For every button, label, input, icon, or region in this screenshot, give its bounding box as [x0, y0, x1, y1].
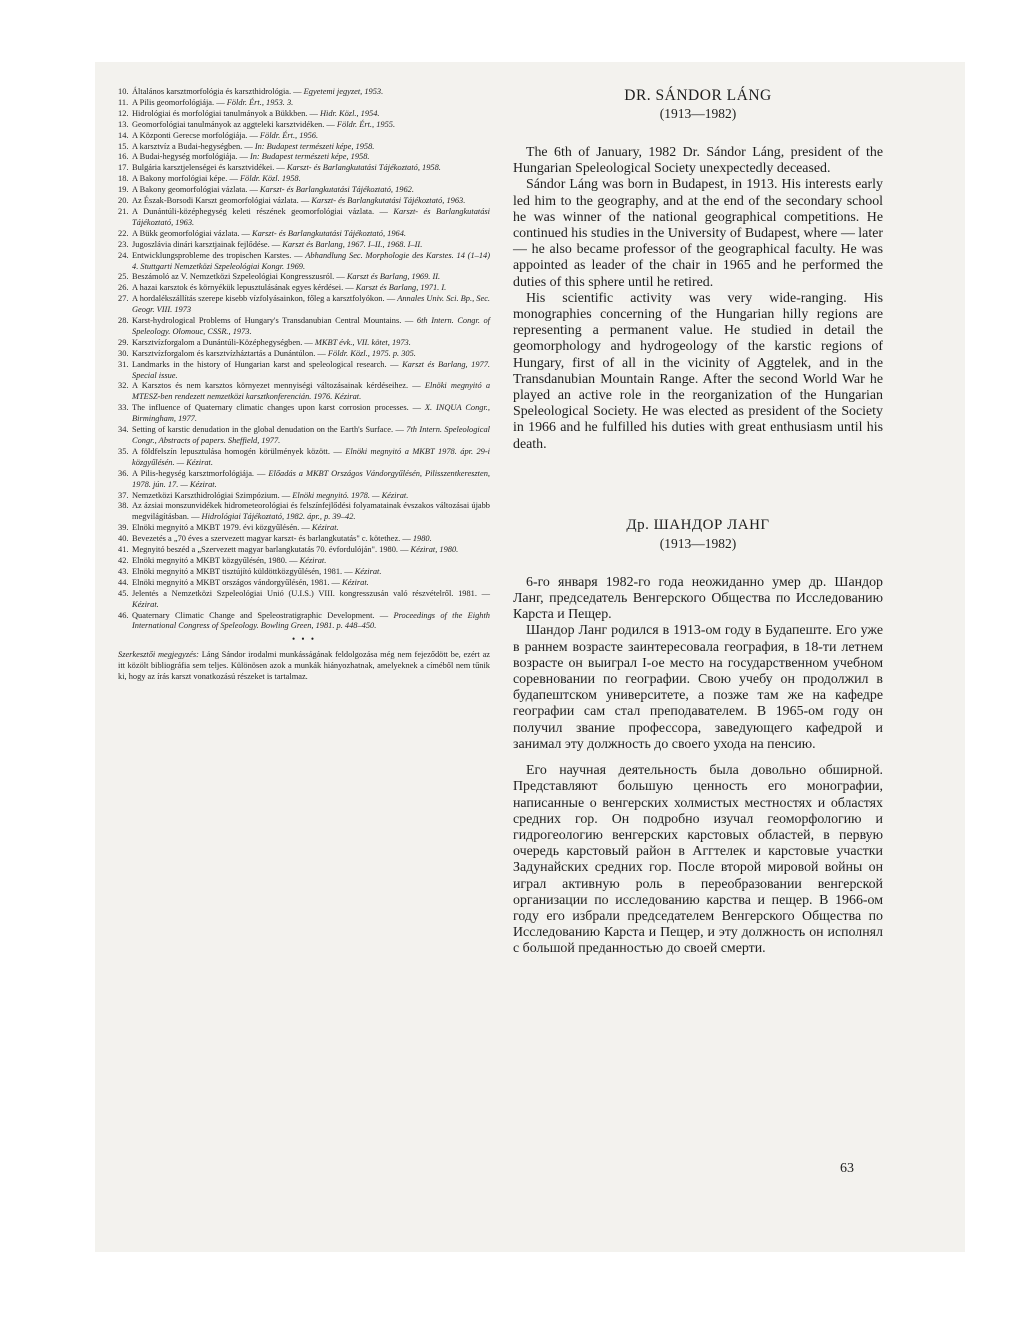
reference-number: 11. — [118, 97, 129, 107]
reference-source: Annales Univ. Sci. Bp., Sec. Geogr. VIII. 1973 — [132, 294, 491, 315]
reference-item — [118, 316, 490, 338]
reference-source: Karszt és Barlang, 1971. I. — [355, 283, 447, 293]
reference-number: 32. — [118, 381, 129, 391]
reference-item — [118, 142, 490, 153]
reference-number: 26. — [118, 283, 129, 293]
reference-number: 41. — [118, 545, 129, 555]
reference-item — [118, 447, 490, 469]
reference-title: Entwicklungsprobleme des tropischen Karstes. — — [132, 250, 303, 260]
reference-source: Elnöki megnyitó a MTESZ-ben rendezett nemzetközi karsztkonferencián. 1976. Kézirat. — [132, 381, 491, 402]
reference-item — [118, 196, 490, 207]
reference-item — [118, 349, 490, 360]
reference-source: Hidrológiai Tájékoztató, 1982. ápr., p. 39–42. — [201, 512, 356, 522]
reference-title: A Központi Gerecse morfológiája. — — [132, 130, 258, 140]
reference-source: Földr. Közl., 1975. p. 305. — [327, 348, 416, 358]
reference-title: Karsztvízforgalom a Dunántúli-Középhegységben. — — [132, 337, 313, 347]
reference-number: 17. — [118, 163, 129, 173]
reference-number: 24. — [118, 250, 129, 260]
english-paragraph: Sándor Láng was born in Budapest, in 1913. His interests early led him to the geography, and at the end of the secondary school he was winner of the national geographical competitions. He continued his studies in the University of Budapest, where — later — he also became professor of the geographical faculty. He was appointed as leader of the chair in 1965 and he performed the duties of this sphere until he retired. — [513, 177, 883, 290]
reference-number: 21. — [118, 206, 129, 216]
reference-number: 28. — [118, 316, 129, 326]
reference-item — [118, 240, 490, 251]
reference-item — [118, 567, 490, 578]
reference-title: A Bakony morfológiai képe. — — [132, 174, 238, 184]
reference-title: Karst-hydrological Problems of Hungary's Transdanubian Central Mountains. — — [132, 316, 414, 326]
russian-paragraph: Шандор Ланг родился в 1913-ом году в Будапеште. Его уже в раннем возрасте заинтересовала география, в 18-ти летнем возрасте он выиграл I-ое место на государственном учебном соревновании по географии. Свою учебу он продолжил в будапештском университете, а позже там же на кафедре географии сам стал преподавателем. В 1965-ом году он получил звание профессора, заведующего кафедрой и занимал эту должность до своего ухода на пенсию. — [513, 623, 883, 752]
reference-number: 30. — [118, 348, 129, 358]
reference-source: Karszt és Barlang, 1967. I–II., 1968. I–II. — [282, 239, 423, 249]
reference-source: Előadás a MKBT Országos Vándorgyűlésén, Pilisszentkereszten, 1978. jún. 17. — Kézirat. — [132, 468, 490, 489]
reference-item — [118, 109, 490, 120]
reference-item — [118, 589, 490, 611]
reference-item — [118, 163, 490, 174]
reference-source: Karszt- és Barlangkutatási Tájékoztató, 1963. — [311, 196, 466, 206]
reference-title: A Bükk geomorfológiai vázlata. — — [132, 228, 250, 238]
reference-item — [118, 360, 490, 382]
reference-item — [118, 294, 490, 316]
reference-item — [118, 611, 490, 633]
reference-number: 29. — [118, 337, 129, 347]
reference-source: Karszt- és Barlangkutatási Tájékoztató, 1964. — [252, 228, 407, 238]
reference-item — [118, 556, 490, 567]
russian-years: (1913—1982) — [659, 535, 737, 551]
reference-number: 34. — [118, 425, 129, 435]
obituary-column — [513, 86, 883, 958]
reference-source: Kézirat. — [354, 566, 382, 576]
reference-number: 23. — [118, 239, 129, 249]
reference-title: The influence of Quaternary climatic changes upon karst corrosion processes. — — [132, 403, 421, 413]
reference-item — [118, 545, 490, 556]
reference-number: 19. — [118, 185, 129, 195]
reference-number: 12. — [118, 108, 129, 118]
reference-item — [118, 251, 490, 273]
reference-item — [118, 403, 490, 425]
reference-item — [118, 185, 490, 196]
reference-item — [118, 272, 490, 283]
page-number: 63 — [840, 1161, 854, 1176]
reference-number: 38. — [118, 501, 129, 511]
reference-source: In: Budapest természeti képe, 1958. — [254, 141, 375, 151]
reference-title: Elnöki megnyitó a MKBT közgyűlésén, 1980. — — [132, 555, 298, 565]
reference-source: Földr. Ért., 1955. — [336, 119, 396, 129]
english-years: (1913—1982) — [659, 106, 737, 121]
separator-stars: • • • — [292, 634, 316, 645]
bibliography-column — [118, 87, 490, 683]
reference-source: In: Budapest természeti képe, 1958. — [249, 152, 370, 162]
reference-source: Kézirat. — [311, 523, 339, 533]
reference-title: A Dunántúli-középhegység keleti részének geomorfológiai vázlata. — — [132, 206, 388, 216]
reference-source: 1980. — [412, 534, 432, 544]
reference-item — [118, 491, 490, 502]
reference-title: Elnöki megnyitó a MKBT országos vándorgyűlésén, 1981. — — [132, 577, 340, 587]
reference-title: Geomorfológiai tanulmányok az aggteleki karsztvidéken. — — [132, 119, 335, 129]
reference-item — [118, 120, 490, 131]
reference-title: Beszámoló az V. Nemzetközi Szpeleológiai Kongresszusról. — — [132, 272, 345, 282]
reference-title: Nemzetközi Karszthidrológiai Szimpózium. — — [132, 490, 291, 500]
reference-number: 46. — [118, 610, 129, 620]
reference-source: 7th Intern. Speleological Congr., Abstracts of papers. Sheffield, 1977. — [132, 425, 490, 445]
reference-source: Karszt és Barlang, 1977. Special issue. — [132, 359, 490, 380]
russian-paragraph: 6-го января 1982-го года неожиданно умер др. Шандор Ланг, председатель Венгерского Общества по Исследованию Карста и Пещер. — [513, 574, 883, 623]
reference-title: A hazai karsztok és környékük lepusztulásának egyes kérdései. — — [132, 283, 354, 293]
reference-source: Kézirat. — [132, 599, 159, 609]
reference-title: Setting of karstic denudation in the global denudation on the Earth's Surface. — — [132, 425, 404, 435]
reference-item — [118, 229, 490, 240]
reference-source: Elnöki megnyitó. 1978. — Kézirat. — [292, 490, 409, 500]
reference-title: Megnyitó beszéd a „Szervezett magyar barlangkutatás 70. évfordulóján". 1980. — — [132, 545, 409, 555]
reference-source: Proceedings of the Eighth International Congress of Speleology. Bowling Green, 1981. p. 448–450. — [132, 610, 490, 631]
reference-title: Landmarks in the history of Hungarian karst and speleological research. — — [132, 359, 399, 369]
reference-number: 20. — [118, 196, 129, 206]
reference-source: Földr. Ért., 1956. — [259, 130, 319, 140]
reference-source: Kézirat, 1980. — [410, 545, 459, 555]
reference-title: A Karsztos és nem karsztos környezet mennyiségi változásainak kérdéseihez. — — [132, 381, 421, 391]
reference-source: Elnöki megnyitó a MKBT 1978. ápr. 29-i közgyűlésén. — Kézirat. — [132, 446, 490, 467]
reference-number: 45. — [118, 588, 129, 598]
reference-title: Elnöki megnyitó a MKBT 1979. évi közgyűlésén. — — [132, 523, 310, 533]
reference-source: X. INQUA Congr., Birmingham, 1977. — [132, 403, 490, 424]
reference-item — [118, 338, 490, 349]
reference-title: Karsztvízforgalom és karsztvízháztartás a Dunántúlon. — — [132, 348, 326, 358]
reference-title: Általános karsztmorfológia és karszthidrológia. — — [132, 87, 302, 96]
editor-note-label: Szerkesztői megjegyzés: — [118, 650, 199, 660]
reference-item — [118, 174, 490, 185]
reference-title: Az Észak-Borsodi Karszt geomorfológiai vázlata. — — [132, 196, 310, 206]
reference-source: Karszt- és Barlangkutatási Tájékoztató, 1958. — [286, 163, 441, 173]
reference-number: 43. — [118, 566, 129, 576]
reference-number: 31. — [118, 359, 129, 369]
reference-item — [118, 469, 490, 491]
reference-number: 36. — [118, 468, 129, 478]
reference-title: Jugoszlávia dinári karsztjainak fejlődése. — — [132, 239, 281, 249]
russian-paragraph: Его научная деятельность была довольно обширной. Представляют большую ценность его монографии, написанные о венгерских холмистых местностях и областях средних гор. Он подробно изучал геоморфологию и гидрогеологию венгерских карстовых областей, в первую очередь карстовый район в Аггтелек и карстовые участки Задунайских средних гор. После второй мировой войны он играл активную роль в переобразовании венгерской организации по исследованию карства и пещер. В 1966-ом году его избрали председателем Венгерского Общества по Исследованию Карста и Пещер, и эту должность он исполнял с большой преданностью до своей смерти. — [513, 763, 883, 957]
reference-number: 42. — [118, 555, 129, 565]
reference-source: Kézirat. — [299, 555, 327, 565]
russian-title: Др. ШАНДОР ЛАНГ — [626, 516, 770, 533]
reference-title: A Pilis-hegység karsztmorfológiája. — — [132, 468, 266, 478]
reference-number: 37. — [118, 490, 129, 500]
reference-source: Abhandlung Sec. Morphologie des Karstes. 14 (1–14) 4. Stuttgarti Nemzetközi Szpeleológiai Kongr. 1969. — [132, 250, 490, 271]
reference-item — [118, 523, 490, 534]
reference-title: Jelentés a Nemzetközi Szpeleológiai Unió (U.I.S.) VIII. kongresszusán való részvételről. 1981. — — [132, 588, 490, 598]
reference-title: Elnöki megnyitó a MKBT tisztújító küldöttközgyűlésén, 1981. — — [132, 566, 353, 576]
reference-title: A földfelszín lepusztulása homogén körülmények között. — — [132, 446, 342, 456]
english-paragraph: The 6th of January, 1982 Dr. Sándor Láng, president of the Hungarian Speleological Society unexpectedly deceased. — [513, 145, 883, 177]
reference-number: 16. — [118, 152, 129, 162]
reference-item — [118, 425, 490, 447]
reference-item — [118, 578, 490, 589]
reference-number: 14. — [118, 130, 129, 140]
editor-note — [118, 650, 490, 683]
reference-title: Bevezetés a „70 éves a szervezett magyar karszt- és barlangkutatás" c. kötethez. — — [132, 534, 411, 544]
reference-source: Egyetemi jegyzet, 1953. — [303, 87, 384, 96]
reference-source: Földr. Közl. 1958. — [239, 174, 301, 184]
reference-source: MKBT évk., VII. kötet, 1973. — [314, 337, 411, 347]
reference-title: Bulgária karsztjelenségei és karsztvidékei. — — [132, 163, 285, 173]
reference-number: 25. — [118, 272, 129, 282]
reference-source: Hidr. Közl., 1954. — [319, 108, 380, 118]
reference-item — [118, 98, 490, 109]
reference-title: Hidrológiai és morfológiai tanulmányok a Bükkben. — — [132, 108, 318, 118]
reference-item — [118, 501, 490, 523]
reference-item — [118, 152, 490, 163]
reference-number: 44. — [118, 577, 129, 587]
reference-title: A Pilis geomorfológiája. — — [132, 97, 225, 107]
reference-list — [118, 87, 490, 632]
reference-item — [118, 207, 490, 229]
reference-source: 6th Intern. Congr. of Speleology. Olomouc, CSSR., 1973. — [132, 316, 491, 336]
reference-item — [118, 283, 490, 294]
reference-source: Karszt és Barlang, 1969. II. — [346, 272, 441, 282]
reference-source: Földr. Ért., 1953. 3. — [226, 97, 294, 107]
reference-title: Az ázsiai monszunvidékek hidrometeorológiai és felszínfejlődési folyamatainak évszakos változásai újabb megvilágításban. — — [132, 501, 490, 522]
reference-number: 18. — [118, 174, 129, 184]
editor-note-text: Láng Sándor irodalmi munkásságának feldolgozása még nem fejeződött be, ezért az itt közölt bibliográfia sem teljes. Különösen azok a munkák hiányozhatnak, amelyeknek a címéből nem tűnik ki, hogy az írás karszt vonatkozású részeket is tartalmaz. — [118, 650, 490, 682]
reference-source: Karszt- és Barlangkutatási Tájékoztató, 1962. — [259, 185, 414, 195]
reference-number: 13. — [118, 119, 129, 129]
reference-item — [118, 87, 490, 98]
reference-title: Quaternary Climatic Change and Speleostratigraphic Development. — — [132, 610, 389, 620]
reference-item — [118, 534, 490, 545]
reference-number: 39. — [118, 523, 129, 533]
reference-title: A Budai-hegység morfológiája. — — [132, 152, 248, 162]
reference-title: A hordalékszállítás szerepe kisebb vízfolyásainkon, főleg a karsztfolyókon. — — [132, 294, 396, 304]
reference-source: Karszt- és Barlangkutatási Tájékoztató, 1963. — [132, 206, 490, 227]
english-title: DR. SÁNDOR LÁNG — [624, 87, 772, 104]
reference-item — [118, 131, 490, 142]
english-paragraph: His scientific activity was very wide-ranging. His monographies concerning of the Hungarian hilly regions are representing a permanent value. He studied in detail the geomorphology and hydrogeology of the karstic regions of Hungary, first of all in the vicinity of Aggtelek, and in the Transdanubian Mountain Range. After the second World War he played an active role in the reorganization of the Hungarian Speleological Society. He was elected as president of the Society in 1966 and he fulfilled his duties with great enthusiasm until his death. — [513, 290, 883, 452]
reference-title: A karsztvíz a Budai-hegységben. — — [132, 141, 253, 151]
reference-number: 33. — [118, 403, 129, 413]
reference-number: 15. — [118, 141, 129, 151]
reference-number: 10. — [118, 87, 129, 96]
reference-title: A Bakony geomorfológiai vázlata. — — [132, 185, 258, 195]
reference-number: 35. — [118, 446, 129, 456]
reference-number: 27. — [118, 294, 129, 304]
reference-source: Kézirat. — [341, 577, 369, 587]
reference-number: 22. — [118, 228, 129, 238]
reference-number: 40. — [118, 534, 129, 544]
reference-item — [118, 381, 490, 403]
